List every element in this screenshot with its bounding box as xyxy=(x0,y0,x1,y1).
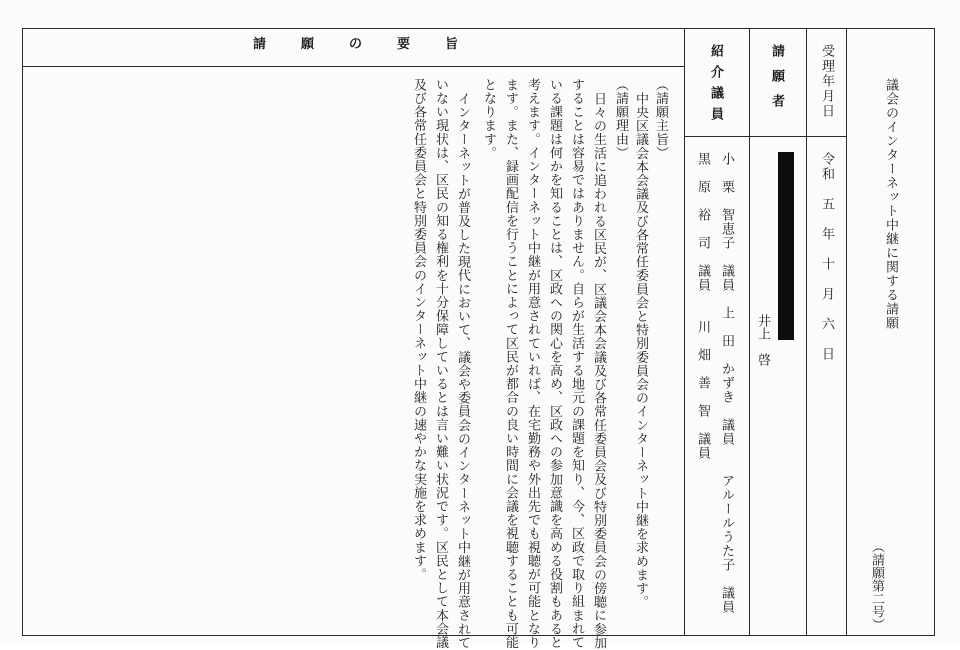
petitioner-name: 井上 啓 xyxy=(755,314,770,366)
summary-heading-char: 請 xyxy=(253,37,267,52)
petitioner-label: 請願者 xyxy=(769,44,784,119)
summary-heading-char: 旨 xyxy=(445,37,459,52)
body-line: いない現状は、区民の知る権利を十分保障しているとは言い難い状況です。区民として本会議 xyxy=(433,78,448,650)
body-line: （請願主旨） xyxy=(653,78,668,160)
introducer-line-1: 小 栗 智恵子 議員 上 田 かずき 議員 アルールうた子 議員 xyxy=(719,152,734,614)
column-divider-title xyxy=(846,28,847,636)
body-line: 日々の生活に追われる区民が、区議会本会議及び各常任委員会及び特別委員会の傍聴に参加 xyxy=(591,92,606,650)
received-date-value: 令和 五 年 十 月 六 日 xyxy=(819,152,834,362)
summary-heading-char: 願 xyxy=(301,37,315,52)
received-date-label: 受理年月日 xyxy=(819,44,834,119)
header-row-rule xyxy=(684,136,846,137)
body-line: 考えます。インターネット中継が用意されていれば、在宅勤務や外出先でも視聴が可能となり xyxy=(525,78,540,650)
redaction-block xyxy=(778,152,794,340)
introducer-label-text: 紹介議員 xyxy=(708,44,723,128)
body-line: することは容易ではありません。自らが生活する地元の課題を知り、今、区政で取り組まれて xyxy=(569,78,584,650)
summary-heading-rule xyxy=(22,66,684,67)
summary-heading-char: の xyxy=(349,37,363,52)
body-line: （請願理由） xyxy=(613,78,628,160)
body-line: いる課題は何かを知ることは、区政への関心を高め、区政への参加意識を高める役割もあると xyxy=(547,78,562,650)
column-divider-introducer xyxy=(684,28,685,636)
introducer-line-2: 黒 原 裕 司 議員 川 畑 善 智 議員 xyxy=(695,152,710,460)
body-line: ます。また、録画配信を行うことによって区民が都合の良い時間に会議を視聴することも可能 xyxy=(503,78,518,650)
document-title: 議会のインターネット中継に関する請願 xyxy=(883,78,898,330)
column-divider-petitioner xyxy=(749,28,750,636)
body-line: となります。 xyxy=(481,78,496,160)
summary-heading-char: 要 xyxy=(397,37,411,52)
body-line: 及び各常任委員会と特別委員会のインターネット中継の速やかな実施を求めます。 xyxy=(411,78,426,582)
body-line: 中央区議会本会議及び各常任委員会と特別委員会のインターネット中継を求めます。 xyxy=(633,92,648,609)
column-divider-date xyxy=(806,28,807,636)
petition-number: （請願第二号） xyxy=(869,540,884,631)
body-line: インターネットが普及した現代において、議会や委員会のインターネット中継が用意されて xyxy=(455,92,470,650)
